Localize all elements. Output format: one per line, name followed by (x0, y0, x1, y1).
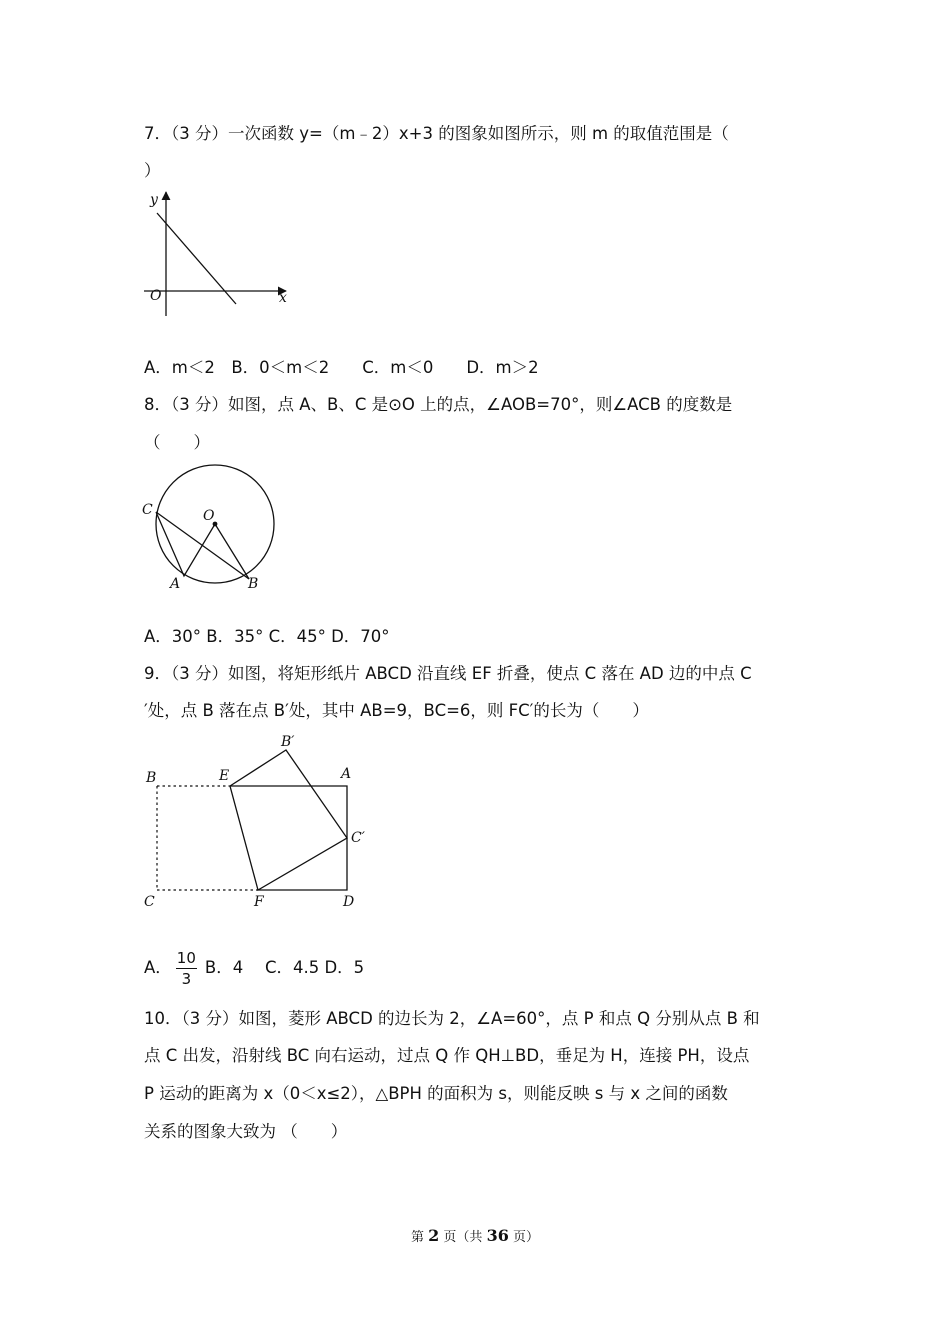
q8-label-a: A (170, 576, 181, 592)
q7-linear-function-graph (140, 188, 300, 324)
q8-options: A．30° B．35° C．45° D．70° (144, 627, 390, 646)
footer-total-pages: 36 (486, 1226, 509, 1245)
q7-x-label: x (279, 290, 287, 306)
q9-label-c-prime: C′ (351, 830, 365, 846)
q7-options: A．m＜2 B．0＜m＜2 C．m＜0 D．m＞2 (144, 358, 539, 377)
q7-origin-label: O (150, 288, 162, 304)
q8-label-c: C (142, 502, 153, 518)
q9-label-a: A (341, 766, 352, 782)
q8-label-b: B (248, 576, 259, 592)
page-footer (0, 1226, 950, 1245)
q7-stem-line1: 7．（3 分）一次函数 y=（m﹣2）x+3 的图象如图所示，则 m 的取值范围是（ (144, 124, 729, 143)
q9-stem-line2: ′处，点 B 落在点 B′处，其中 AB=9，BC=6，则 FC′的长为（ ） (144, 701, 649, 720)
q9-stem-line1: 9．（3 分）如图，将矩形纸片 ABCD 沿直线 EF 折叠，使点 C 落在 AD 边的中点 C (144, 664, 752, 683)
q9-edge-eadf (230, 786, 347, 890)
q9-option-a-label: A． (144, 958, 172, 977)
q9-label-c: C (144, 894, 155, 910)
q9-label-b-prime: B′ (281, 734, 295, 750)
q10-stem-line3: P 运动的距离为 x（0＜x≤2），△BPH 的面积为 s，则能反映 s 与 x 之间的函数 (144, 1084, 728, 1103)
q9-label-f: F (254, 894, 264, 910)
q7-y-label: y (150, 192, 158, 208)
q8-label-o: O (203, 508, 215, 524)
fraction-denominator: 3 (181, 970, 192, 988)
q9-label-d: D (343, 894, 355, 910)
q8-stem-line1: 8．（3 分）如图，点 A、B、C 是⊙O 上的点，∠AOB=70°，则∠ACB 的度数是 (144, 395, 733, 414)
q9-option-a-fraction (176, 949, 197, 988)
q8-circle-figure (140, 460, 290, 592)
q9-folded-quadrilateral (230, 750, 347, 890)
fraction-numerator: 10 (176, 949, 196, 967)
q10-stem-line2: 点 C 出发，沿射线 BC 向右运动，过点 Q 作 QH⊥BD，垂足为 H，连接 PH，设点 (144, 1046, 750, 1065)
footer-middle: 页（共 (439, 1230, 487, 1245)
footer-suffix: 页） (508, 1230, 539, 1245)
q9-options-rest: B．4 C．4.5 D．5 (204, 958, 365, 977)
q9-folding-figure (140, 728, 380, 914)
q10-stem-line4: 关系的图象大致为 （ ） (144, 1122, 348, 1141)
footer-prefix: 第 (411, 1230, 429, 1245)
q9-label-e: E (219, 768, 230, 784)
q9-options (144, 946, 364, 990)
q8-stem-line2: （ ） (144, 433, 210, 452)
footer-page-number: 2 (428, 1226, 440, 1245)
q10-stem-line1: 10．（3 分）如图，菱形 ABCD 的边长为 2，∠A=60°，点 P 和点 Q 分别从点 B 和 (144, 1009, 760, 1028)
q7-stem-line2: ） (144, 161, 161, 180)
q9-label-b: B (146, 770, 157, 786)
